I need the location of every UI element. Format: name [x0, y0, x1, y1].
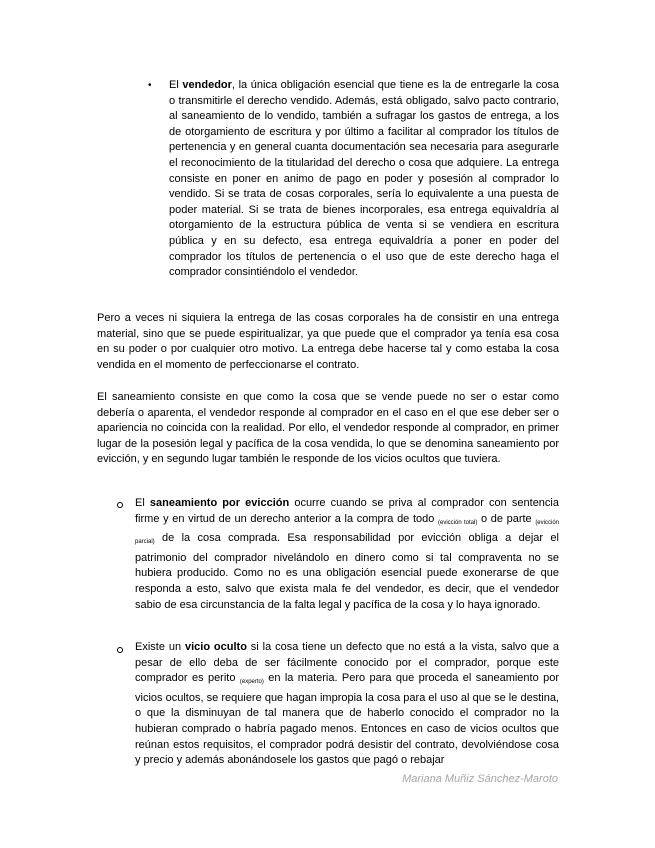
note-eviccion-total: (evicción total)	[438, 519, 478, 526]
eviccion-bullet-text	[135, 496, 559, 613]
page-footer-author: Mariana Muñiz Sánchez-Maroto	[402, 773, 558, 785]
bullet-body: si la cosa tiene un defecto que no está a la vista, salvo que a pesar de ello deba de ser fácilmente conocido por el comprador, porque este comprador es perito	[135, 641, 559, 685]
bullet-dot: •	[148, 80, 152, 91]
bullet-lead: Existe un	[135, 641, 185, 653]
bullet-ring	[117, 647, 123, 653]
term-vendedor: vendedor	[182, 79, 232, 91]
bullet-ring	[117, 502, 123, 508]
bullet-lead: El	[135, 497, 150, 509]
bullet-body: en la materia. Pero para que proceda el saneamiento por vicios ocultos, se requiere que hagan impropia la cosa para el uso al que se le destina, o que la disminuyan de tal manera que de haberlo conocido el comprador no la hubieran comprado o habría pagado menos. Entonces en caso de vicios ocultos que reúnan estos requisitos, el comprador podrá desistir del contrato, devolviéndose cosa y precio y además abonándosele los gastos que pagó o rebajar	[135, 672, 559, 767]
vicio-oculto-bullet-text	[135, 640, 559, 769]
note-eviccion-parcial: (evicción parcial)	[135, 519, 559, 546]
bullet-lead: El	[169, 79, 183, 91]
bullet-body: de la cosa comprada. Esa responsabilidad por evicción obliga a dejar el patrimonio del comprador nivelándolo en dinero como si tal compraventa no se hubiera producido. Como no es una obligación esencial puede exonerarse de que responda a esto, salvo que exista mala fe del vendedor, es decir, que el vendedor sabio de esa circunstancia de la falta legal y pacífica de la cosa y lo haya ignorado.	[135, 532, 559, 611]
bullet-body: , la única obligación esencial que tiene es la de entregarle la cosa o transmitirle el derecho vendido. Además, está obligado, salvo pacto contrario, al saneamiento de lo vendido, también a sufragar los gastos de entrega, a los de otorgamiento de escritura y por último a facilitar al comprador los títulos de pertenencia y en general cuanta documentación sea necesaria para asegurarle el reconocimiento de la titularidad del derecho o cosa que adquiere. La entrega consiste en poner en animo de pago en poder y posesión al comprador lo vendido. Si se trata de cosas corporales, sería lo equivalente a una puesta de poder material. Si se trata de bienes incorporales, esa entrega equivaldría al otorgamiento de la estructura pública de venta si se vendiera en escritura pública y en su defecto, esa entrega equivaldría a poner en poder del comprador los títulos de pertenencia o el uso que de este derecho haga el comprador consintiéndolo el vendedor.	[169, 79, 560, 279]
paragraph-entrega: Pero a veces ni siquiera la entrega de las cosas corporales ha de consistir en una entrega material, sino que se puede espiritualizar, ya que puede que el comprador ya tenía esa cosa en su poder o por cualquier otro motivo. La entrega debe hacerse tal y como estaba la cosa vendida en el momento de perfeccionarse el contrato.	[97, 312, 559, 371]
vendedor-bullet-text	[169, 78, 559, 281]
paragraph-saneamiento: El saneamiento consiste en que como la cosa que se vende puede no ser o estar como debería o aparenta, el vendedor responde al comprador en el caso en el que ese deber ser o apariencia no coincida con la realidad. Por ello, el vendedor responde al comprador, en primer lugar de la posesión legal y pacífica de la cosa vendida, lo que se denomina saneamiento por evicción, y en segundo lugar también le responde de los vicios ocultos que tuviera.	[97, 391, 559, 466]
bullet-body: o de parte	[477, 512, 536, 525]
term-saneamiento-eviccion: saneamiento por evicción	[149, 497, 290, 509]
note-experto: (experto)	[239, 679, 264, 686]
term-vicio-oculto: vicio oculto	[184, 641, 247, 653]
bullet-body: ocurre cuando se priva al comprador con sentencia firme y en virtud de un derecho anterior a la compra de todo	[135, 497, 559, 525]
